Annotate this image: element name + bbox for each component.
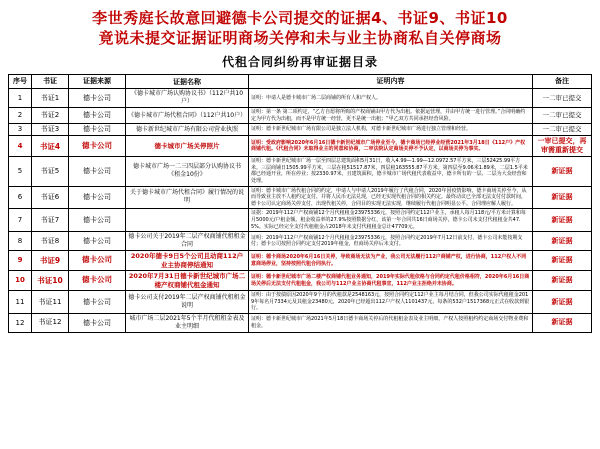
table-row bbox=[9, 271, 592, 291]
cell-content: 证明：由于按债原因2020年9个月的代租款是2548163元，按照合同约定112户业主每月结合同，但我公司实际代租租金2019年每名月7334元及其租金23480元，2020年已经超出112户产权人1101437元，每条的532户1517368元正式在收款到银行。 bbox=[249, 291, 533, 314]
cell-evidence-title: 德卡新世纪城市广场有限公司营业执照 bbox=[126, 124, 249, 136]
cell-evidence-title: 德卡城市广场一二三四层部分认购协议书《租金10份》 bbox=[126, 157, 249, 186]
table-header-row bbox=[9, 75, 592, 89]
table-row bbox=[9, 108, 592, 124]
table-row bbox=[9, 186, 592, 209]
cell-evidence-title: 关于德卡城市广场代租合同》履行情况的说明 bbox=[126, 186, 249, 209]
cell-content: 证明：德卡城市广场代租合同的约定，申请人与申请人2019年履行了代租合同，2020年因疫情影响，德卡商场关停至今，从而导致业主放不人租约定支付，并将人民币无法兑现，已经无实现代租合同的相关约定。最终动议已全部无法支付付款时间，德卡公司认定商场关停支付，出现代租关停，合同目的实现无法实现，继续履行代租合同明显公平。合同理应解人履行。 bbox=[249, 186, 533, 209]
cell-content: 证明：第一条 第二项约定，“乙方自愿将所购的产权商铺由甲方代为出租。依据运营理，并由甲方统一进行管理。”合同明确约定为甲方代为出租，而不是甲方统一经营，更不是统一出租；“甲乙双方共同承担经营风险。 bbox=[249, 108, 533, 124]
cell-content: 证明：德卡商场2020年6月16日关停，导致商场无法为产业，我公司无法履行112户商铺产权，进行协商，112户权人不同意商场停业，坚持按照代租合同执行。 bbox=[249, 251, 533, 271]
cell-note: 新证据 bbox=[533, 313, 592, 332]
column-header-no: 序号 bbox=[9, 75, 32, 89]
cell-evidence-title bbox=[126, 209, 249, 232]
cell-no: 11 bbox=[9, 291, 32, 314]
cell-content: 证明：德卡新世纪城市广场一层至四层总建筑面积5月31日，收入4.99—1.99—12.0972.57平方米，三层52425.99平方米。三层商铺日1505.99平方米，三层在租51517.87米，四层租163555.87平方米。第四层至9.06米1.89米，二层1.5平米都已经通开业，所在停业；按2330.97米，且建筑面积，德卡城市广场代租代表收益中，德卡所有的一层、二层为大众经营和处理。 bbox=[249, 157, 533, 186]
cell-doc-name: 书证1 bbox=[32, 89, 69, 108]
cell-no: 8 bbox=[9, 232, 32, 251]
table-row bbox=[9, 209, 592, 232]
cell-source: 德卡公司 bbox=[69, 89, 126, 108]
cell-source: 德卡公司 bbox=[69, 186, 126, 209]
cell-no: 2 bbox=[9, 108, 32, 124]
cell-source: 德卡公司 bbox=[69, 108, 126, 124]
cell-no: 6 bbox=[9, 186, 32, 209]
cell-note: 新证据 bbox=[533, 186, 592, 209]
cell-note: 新证据 bbox=[533, 271, 592, 291]
cell-content: 证明：2019年112户产权商铺12个月代租租金23975336元，按照合同约定2019年7月12日前支付，德卡公司未能按期支付；德卡公司按照合同约定支付2019年租金，但商场关停后未支付。 bbox=[249, 232, 533, 251]
headline-line-1: 李世秀庭长故意回避德卡公司提交的证据4、书证9、书证10 bbox=[92, 9, 508, 27]
table-row bbox=[9, 89, 592, 108]
cell-no: 5 bbox=[9, 157, 32, 186]
table-header bbox=[9, 75, 592, 89]
cell-evidence-title: 德卡城市广场关停照片 bbox=[126, 136, 249, 157]
cell-doc-name: 书证12 bbox=[32, 313, 69, 332]
cell-no: 3 bbox=[9, 124, 32, 136]
cell-content: 证明：申请人是德卡城市广场二层商铺的所有人和产权人。 bbox=[249, 89, 533, 108]
cell-source: 德卡公司 bbox=[69, 251, 126, 271]
cell-source: 德卡公司 bbox=[69, 291, 126, 314]
cell-doc-name: 书证9 bbox=[32, 251, 69, 271]
cell-no: 7 bbox=[9, 209, 32, 232]
headline-line-2: 竟说未提交证据证明商场关停和未与业主协商私自关停商场 bbox=[98, 29, 502, 47]
cell-note: 一二审已提交 bbox=[533, 89, 592, 108]
cell-note: 新证据 bbox=[533, 157, 592, 186]
document-title: 代租合同纠纷再审证据目录 bbox=[221, 55, 378, 69]
cell-doc-name: 书证11 bbox=[32, 291, 69, 314]
cell-evidence-title: 城市广场二层2021年5个半月代租租金表及业主明细 bbox=[126, 313, 249, 332]
cell-note: 一审已提交，再审需重新提交 bbox=[533, 136, 592, 157]
cell-no: 10 bbox=[9, 271, 32, 291]
cell-source: 德卡公司 bbox=[69, 313, 126, 332]
cell-source: 德卡公司 bbox=[69, 124, 126, 136]
cell-content: 证明：德卡新世纪城市广场2021年5月18日德卡商场关停后的代租租金表及业主明细，产权人按照租约约定商场交付物业费和租金。 bbox=[249, 313, 533, 332]
cell-source: 德卡公司 bbox=[69, 209, 126, 232]
column-header-note: 备注 bbox=[533, 75, 592, 89]
cell-content: 证明：德卡新世纪城市广场有限公司是独立法人机构，对德卡新世纪城市广场进行独立管理和经营。 bbox=[249, 124, 533, 136]
column-header-title: 证据名称 bbox=[126, 75, 249, 89]
cell-doc-name: 书证6 bbox=[32, 186, 69, 209]
column-header-doc: 书证 bbox=[32, 75, 69, 89]
cell-content: 证明：德卡新世纪城市广场二楼产权商铺代租业务通知，2019年实际代租依格与合同约定代租价格相符，2020年6月16日商场关停后无法支付代租租金，我公司与112户业主协商代租事宜，112户业主拒绝并未协商。 bbox=[249, 271, 533, 291]
cell-no: 1 bbox=[9, 89, 32, 108]
cell-doc-name: 书证5 bbox=[32, 157, 69, 186]
table-row bbox=[9, 291, 592, 314]
table-row bbox=[9, 251, 592, 271]
cell-no: 4 bbox=[9, 136, 32, 157]
cell-evidence-title: 德卡公司关于2019年二层产权商铺代租租金合同 bbox=[126, 232, 249, 251]
column-header-content: 证明内容 bbox=[249, 75, 533, 89]
table-body bbox=[9, 89, 592, 333]
cell-content: 证明：受政府影响2020年6月16日德卡新世纪城市广场停业至今，德卡商场已经停业经营2021年3月18日《112户》产权商铺代租。《代租合同》未取得业主的同意和协商，二审法院认定商场关停不予认定，以商场关停为事实。 bbox=[249, 136, 533, 157]
cell-doc-name: 书证8 bbox=[32, 232, 69, 251]
cell-no: 12 bbox=[9, 313, 32, 332]
table-row bbox=[9, 157, 592, 186]
cell-note: 一二审已提交 bbox=[533, 108, 592, 124]
table-row bbox=[9, 136, 592, 157]
cell-no: 9 bbox=[9, 251, 32, 271]
cell-note: 新证据 bbox=[533, 291, 592, 314]
cell-content: 证据：2019年112户产权商铺12个月代租租金23975336元，按照合同约定112户业主，承租人每月118元/平方米计算和每月5000元/户租金额。租金收益率的27.9%按照数据分红，该第一年合同共16日商场关停，德卡公司未支付代租租金共47.5%。实际已经完全支付代租租金占2018年未支付代租租金总计47709元。 bbox=[249, 209, 533, 232]
cell-evidence-title: 2020年7月31日德卡新世纪城市广场二楼产权商铺代租金通知 bbox=[126, 271, 249, 291]
cell-evidence-title: 德卡公司支付2019年二层产权商铺代租租金说明 bbox=[126, 291, 249, 314]
page-headline bbox=[8, 8, 592, 48]
cell-source: 德卡公司 bbox=[69, 136, 126, 157]
cell-evidence-title: 《德卡城市广场认购协议书》（112户共10户） bbox=[126, 89, 249, 108]
cell-note: 新证据 bbox=[533, 232, 592, 251]
table-row bbox=[9, 232, 592, 251]
table-row bbox=[9, 124, 592, 136]
cell-evidence-title: 《德卡城市广场代租合同》（112户共10户） bbox=[126, 108, 249, 124]
cell-doc-name: 书证10 bbox=[32, 271, 69, 291]
cell-note: 一二审已提交 bbox=[533, 124, 592, 136]
cell-source: 德卡公司 bbox=[69, 232, 126, 251]
evidence-table bbox=[8, 74, 592, 333]
cell-note: 新证据 bbox=[533, 251, 592, 271]
table-row bbox=[9, 313, 592, 332]
cell-source: 德卡公司 bbox=[69, 157, 126, 186]
cell-evidence-title: 2020年德卡9日5个公司且动商112户业主协商停结通知 bbox=[126, 251, 249, 271]
column-header-source: 证据来源 bbox=[69, 75, 126, 89]
cell-doc-name: 书证2 bbox=[32, 108, 69, 124]
cell-note: 新证据 bbox=[533, 209, 592, 232]
cell-doc-name: 书证4 bbox=[32, 136, 69, 157]
cell-doc-name: 书证3 bbox=[32, 124, 69, 136]
cell-source: 德卡公司 bbox=[69, 271, 126, 291]
cell-doc-name: 书证7 bbox=[32, 209, 69, 232]
